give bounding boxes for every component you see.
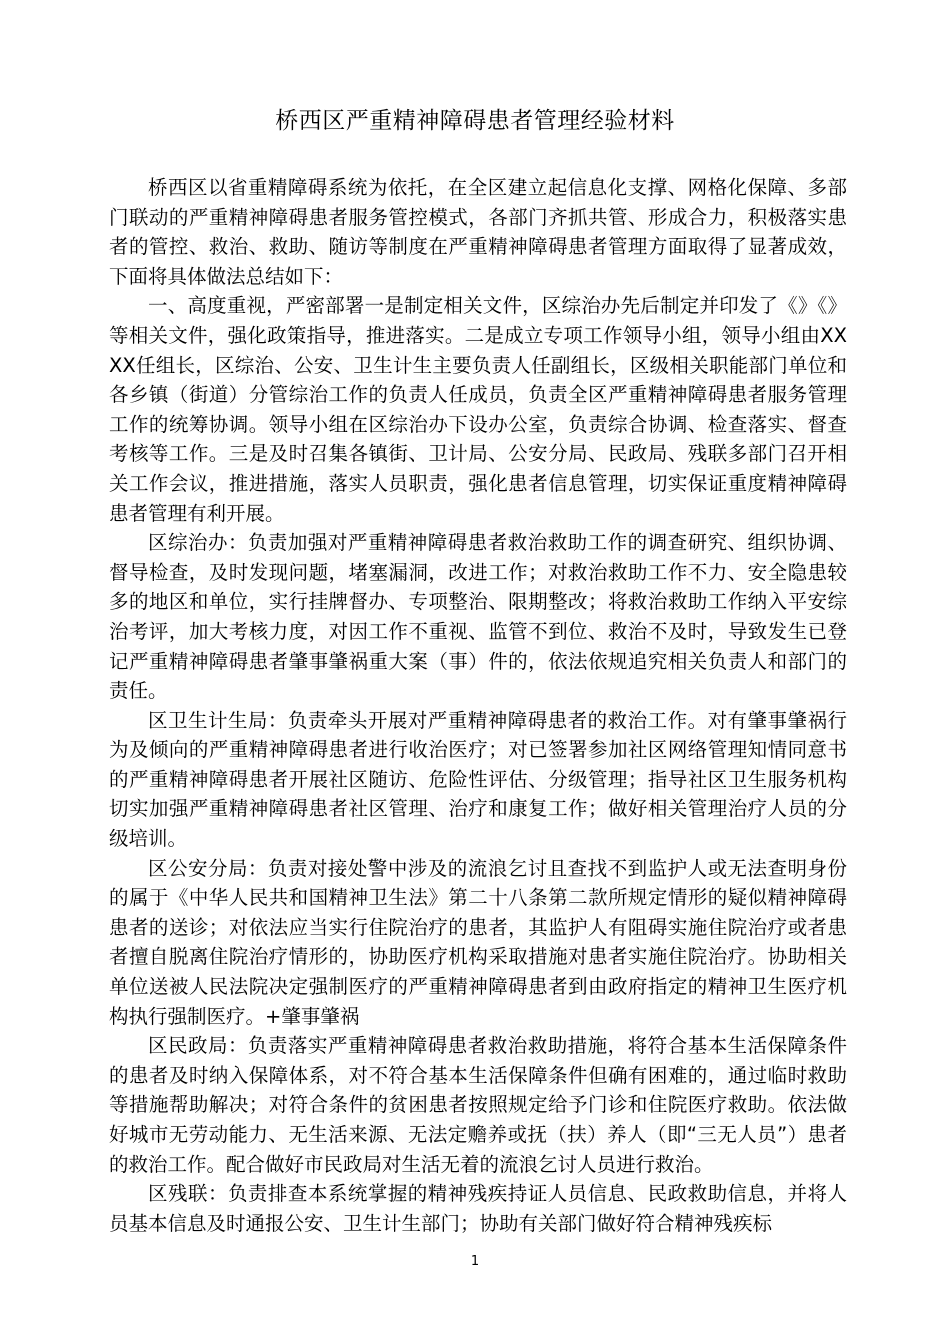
comprehensive-office-paragraph: 区综治办：负责加强对严重精神障碍患者救治救助工作的调查研究、组织协调、督导检查，及时发现问题，堵塞漏洞，改进工作；对救治救助工作不力、安全隐患较多的地区和单位，实行挂牌督办、专项整治、限期整改；将救治救助工作纳入平安综治考评，加大考核力度，对因工作不重视、监管不到位、救治不及时，导致发生已登记严重精神障碍患者肇事肇祸重大案（事）件的，依法依规追究相关负责人和部门的责任。 [109,531,847,703]
page-number: 1 [470,1254,480,1269]
disabled-federation-paragraph: 区残联：负责排查本系统掌握的精神残疾持证人员信息、民政救助信息，并将人员基本信息及时通报公安、卫生计生部门；协助有关部门做好符合精神残疾标 [109,1182,847,1235]
section-one-paragraph: 一、高度重视，严密部署一是制定相关文件，区综治办先后制定并印发了《》《》等相关文件，强化政策指导，推进落实。二是成立专项工作领导小组，领导小组由XXXX任组长，区综治、公安、卫生计生主要负责人任副组长，区级相关职能部门单位和各乡镇（街道）分管综治工作的负责人任成员，负责全区严重精神障碍患者服务管理工作的统筹协调。领导小组在区综治办下设办公室，负责综合协调、检查落实、督查考核等工作。三是及时召集各镇街、卫计局、公安分局、民政局、残联多部门召开相关工作会议，推进措施，落实人员职责，强化患者信息管理，切实保证重度精神障碍患者管理有利开展。 [109,294,847,525]
intro-paragraph: 桥西区以省重精障碍系统为依托，在全区建立起信息化支撑、网格化保障、多部门联动的严重精神障碍患者服务管控模式，各部门齐抓共管、形成合力，积极落实患者的管控、救治、救助、随访等制度在严重精神障碍患者管理方面取得了显著成效，下面将具体做法总结如下： [109,176,847,288]
public-security-paragraph: 区公安分局：负责对接处警中涉及的流浪乞讨且查找不到监护人或无法查明身份的属于《中华人民共和国精神卫生法》第二十八条第二款所规定情形的疑似精神障碍患者的送诊；对依法应当实行住院治疗的患者，其监护人有阻碍实施住院治疗或者患者擅自脱离住院治疗情形的，协助医疗机构采取措施对患者实施住院治疗。协助相关单位送被人民法院决定强制医疗的严重精神障碍患者到由政府指定的精神卫生医疗机构执行强制医疗。+肇事肇祸 [109,856,847,1028]
health-bureau-paragraph: 区卫生计生局：负责牵头开展对严重精神障碍患者的救治工作。对有肇事肇祸行为及倾向的严重精神障碍患者进行收治医疗；对已签署参加社区网络管理知情同意书的严重精神障碍患者开展社区随访、危险性评估、分级管理；指导社区卫生服务机构切实加强严重精神障碍患者社区管理、治疗和康复工作；做好相关管理治疗人员的分级培训。 [109,708,847,851]
document-body [109,173,847,1238]
document-title: 桥西区严重精神障碍患者管理经验材料 [275,108,675,134]
civil-affairs-paragraph: 区民政局：负责落实严重精神障碍患者救治救助措施，将符合基本生活保障条件的患者及时纳入保障体系，对不符合基本生活保障条件但确有困难的，通过临时救助等措施帮助解决；对符合条件的贫困患者按照规定给予门诊和住院医疗救助。依法做好城市无劳动能力、无生活来源、无法定赡养或抚（扶）养人（即“三无人员”）患者的救治工作。配合做好市民政局对生活无着的流浪乞讨人员进行救治。 [109,1034,847,1176]
